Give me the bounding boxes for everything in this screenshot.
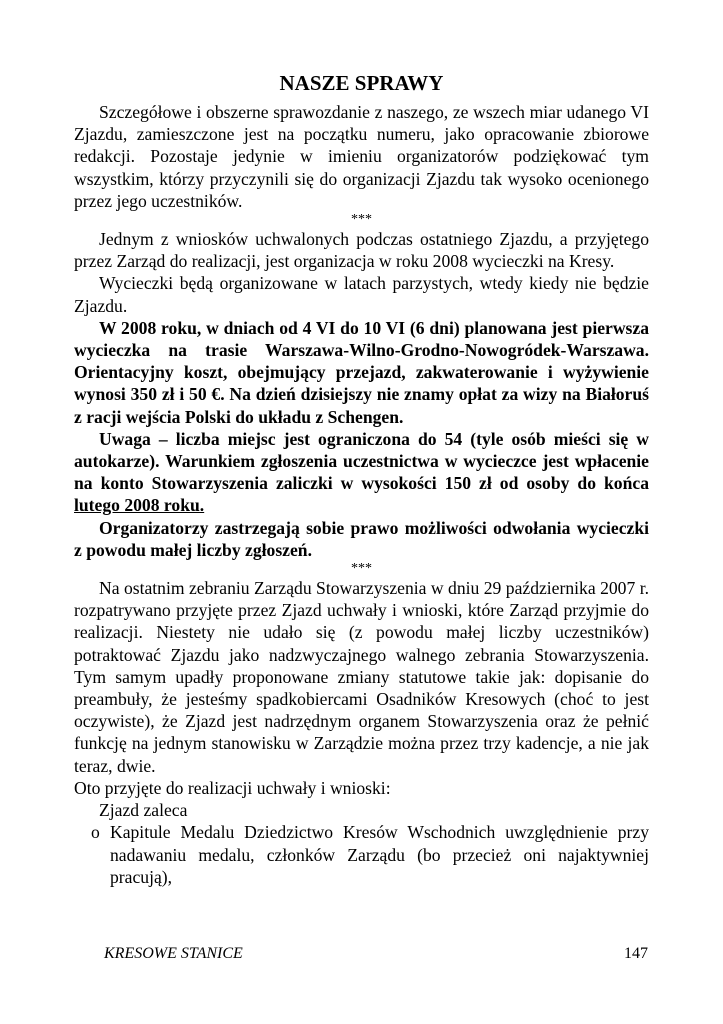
paragraph-trip-cancellation: Organizatorzy zastrzegają sobie prawo możliwości odwołania wycieczki z powodu małej liczby zgłoszeń. bbox=[74, 517, 649, 560]
paragraph-trip-schedule: Wycieczki będą organizowane w latach parzystych, wtedy kiedy nie będzie Zjazdu. bbox=[74, 273, 649, 316]
paragraph-resolutions-intro: Oto przyjęte do realizacji uchwały i wnioski: bbox=[74, 777, 391, 798]
trip-deadline: lutego 2008 roku. bbox=[74, 495, 205, 516]
page-number: 147 bbox=[624, 945, 648, 962]
section-separator: *** bbox=[351, 561, 372, 577]
paragraph-report-intro: Szczegółowe i obszerne sprawozdanie z naszego, ze wszech miar udanego VI Zjazdu, zamieszczone jest na początku numeru, jako opracowanie zbiorowe redakcji. Pozostaje jedynie w imieniu organizatorów podziękować tym wszystkim, którzy przyczynili się do organizacji Zjazdu tak wysoko ocenionego przez jego uczestników. bbox=[74, 102, 649, 211]
paragraph-congress-recommends: Zjazd zaleca bbox=[99, 800, 188, 821]
paragraph-board-meeting: Na ostatnim zebraniu Zarządu Stowarzyszenia w dniu 29 października 2007 r. rozpatrywano przyjęte przez Zjazd uchwały i wnioski, które Zarząd przyjmie do realizacji. Niestety nie udało się (z powodu małej liczby uczestników) potraktować Zjazdu jako nadzwyczajnego walnego zebrania Stowarzyszenia. Tym samym upadły proponowane zmiany statutowe takie jak: dopisanie do preambuły, że jesteśmy spadkobiercami Osadników Kresowych (choć to jest oczywiste), że Zjazd jest nadrzędnym organem Stowarzyszenia oraz że pełnić funkcję na jednym stanowisku w Zarządzie można przez trzy kadencje, a nie jak teraz, dwie. bbox=[74, 578, 649, 776]
paragraph-trip-details: W 2008 roku, w dniach od 4 VI do 10 VI (6 dni) planowana jest pierwsza wycieczka na trasie Warszawa-Wilno-Grodno-Nowogródek-Warszawa. Orientacyjny koszt, obejmujący przejazd, zakwaterowanie i wyżywienie wynosi 350 zł i 50 €. Na dzień dzisiejszy nie znamy opłat za wizy na Białoruś z racji wejścia Polski do układu z Schengen. bbox=[74, 317, 649, 427]
page-title: NASZE SPRAWY bbox=[279, 71, 444, 95]
trip-notice-text: Uwaga – liczba miejsc jest ograniczona do 54 (tyle osób mieści się w autokarze). Warunkiem zgłoszenia uczestnictwa w wycieczce jest wpłacenie na konto Stowarzyszenia zaliczki w wysokości 150 zł od osoby do końca bbox=[74, 428, 649, 494]
journal-name: KRESOWE STANICE bbox=[104, 945, 243, 962]
paragraph-trip-notice bbox=[74, 428, 649, 517]
list-item bbox=[74, 821, 649, 888]
document-page bbox=[74, 70, 649, 888]
section-separator: *** bbox=[351, 212, 372, 228]
bullet-marker: o bbox=[91, 822, 100, 843]
list-item-text: Kapitule Medalu Dziedzictwo Kresów Wschodnich uwzględnienie przy nadawaniu medalu, członków Zarządu (bo przecież oni najaktywniej pracują), bbox=[110, 822, 649, 887]
page-footer bbox=[104, 944, 648, 964]
paragraph-trip-proposal: Jednym z wniosków uchwalonych podczas ostatniego Zjazdu, a przyjętego przez Zarząd do realizacji, jest organizacja w roku 2008 wycieczki na Kresy. bbox=[74, 229, 649, 272]
